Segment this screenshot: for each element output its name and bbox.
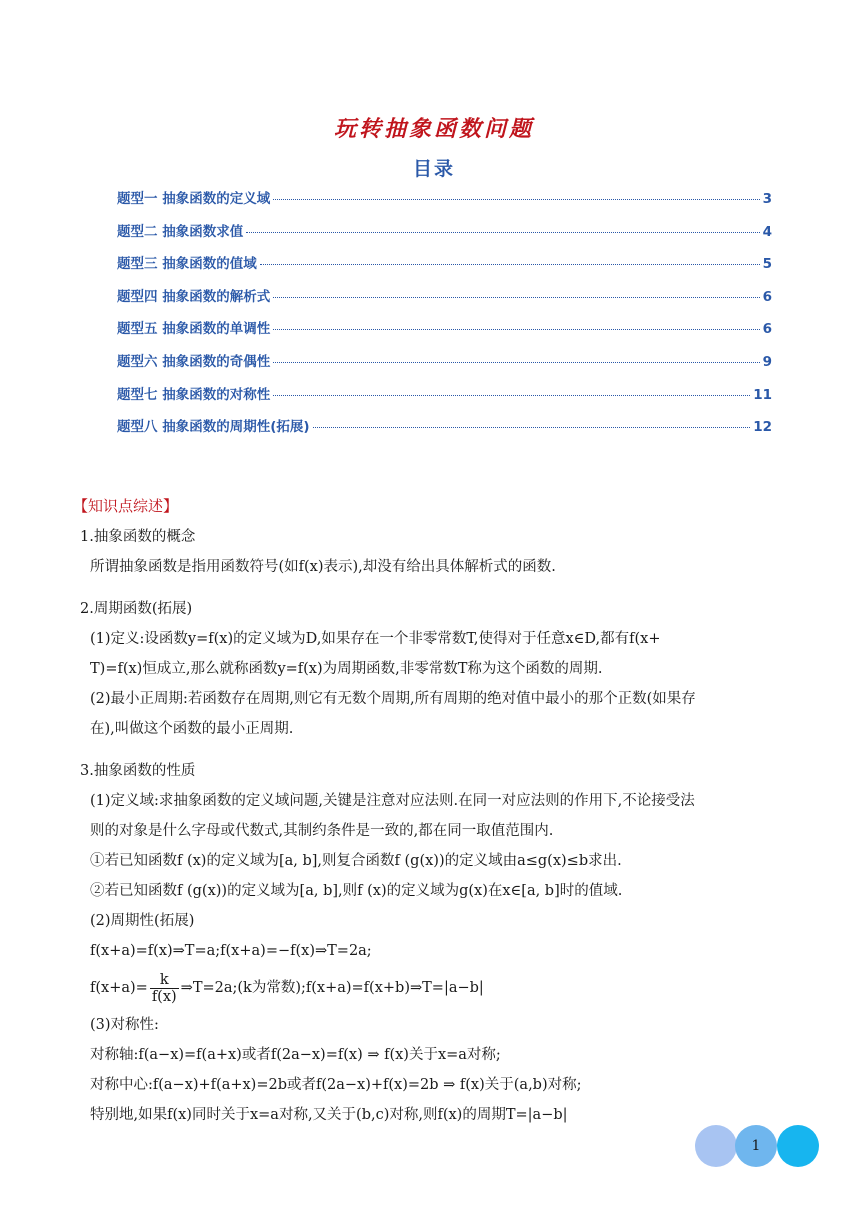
- toc-item-page: 6: [762, 321, 772, 338]
- toc-item-label: 题型五 抽象函数的单调性: [117, 321, 271, 338]
- paragraph: (2)最小正周期:若函数存在周期,则它有无数个周期,所有周期的绝对值中最小的那个正数(如果存: [90, 691, 696, 707]
- toc-leader-dots: [273, 362, 759, 363]
- toc-item[interactable]: [117, 220, 772, 253]
- formula-line: 对称中心:f(a−x)+f(a+x)=2b或者f(2a−x)+f(x)=2b ⇒ f(x)关于(a,b)对称;: [90, 1077, 582, 1093]
- paragraph: (2)周期性(拓展): [90, 913, 195, 929]
- badge-circle: [695, 1125, 737, 1167]
- toc-item[interactable]: [117, 285, 772, 318]
- fraction: [150, 972, 179, 1005]
- toc-item-label: 题型二 抽象函数求值: [117, 223, 244, 240]
- paragraph: (1)定义域:求抽象函数的定义域问题,关键是注意对应法则.在同一对应法则的作用下,不论接受法: [90, 793, 695, 809]
- knowledge-summary: [80, 522, 780, 1130]
- formula-text: f(x+a)=: [90, 980, 148, 996]
- toc-item-label: 题型六 抽象函数的奇偶性: [117, 353, 271, 370]
- toc-heading: 目录: [412, 158, 455, 180]
- toc-item[interactable]: [117, 187, 772, 220]
- paragraph: ②若已知函数f (g(x))的定义域为[a, b],则f (x)的定义域为g(x)在x∈[a, b]时的值域.: [90, 883, 623, 899]
- formula-line: 对称轴:f(a−x)=f(a+x)或者f(2a−x)=f(x) ⇒ f(x)关于x=a对称;: [90, 1047, 501, 1063]
- toc-item[interactable]: [117, 383, 772, 416]
- toc-item-page: 12: [753, 419, 772, 436]
- toc-item-page: 11: [753, 386, 772, 403]
- badge-circle: [777, 1125, 819, 1167]
- section-heading: 3.抽象函数的性质: [80, 763, 196, 779]
- section-heading: 2.周期函数(拓展): [80, 601, 193, 617]
- formula-line: f(x+a)=f(x)⇒T=a;f(x+a)=−f(x)⇒T=2a;: [90, 943, 372, 959]
- paragraph: ①若已知函数f (x)的定义域为[a, b],则复合函数f (g(x))的定义域由a≤g(x)≤b求出.: [90, 853, 622, 869]
- toc-leader-dots: [273, 395, 750, 396]
- toc-leader-dots: [313, 427, 751, 428]
- paragraph: 在),叫做这个函数的最小正周期.: [90, 721, 294, 737]
- toc-item-label: 题型七 抽象函数的对称性: [117, 386, 271, 403]
- toc-item[interactable]: [117, 317, 772, 350]
- toc-leader-dots: [273, 329, 759, 330]
- toc-item-page: 9: [762, 353, 772, 370]
- table-of-contents: [117, 187, 772, 448]
- toc-item[interactable]: [117, 415, 772, 448]
- toc-item-label: 题型三 抽象函数的值域: [117, 256, 257, 273]
- toc-item-page: 4: [762, 223, 772, 240]
- toc-item-label: 题型一 抽象函数的定义域: [117, 191, 271, 207]
- toc-item-page: 3: [762, 191, 772, 207]
- toc-leader-dots: [273, 297, 759, 298]
- paragraph: 所谓抽象函数是指用函数符号(如f(x)表示),却没有给出具体解析式的函数.: [90, 559, 556, 575]
- section-heading: 1.抽象函数的概念: [80, 529, 196, 545]
- section-tag: 【知识点综述】: [73, 497, 179, 515]
- toc-item-label: 题型八 抽象函数的周期性(拓展): [117, 419, 310, 436]
- paragraph: T)=f(x)恒成立,那么就称函数y=f(x)为周期函数,非零常数T称为这个函数的周期.: [90, 661, 603, 677]
- toc-item-label: 题型四 抽象函数的解析式: [117, 288, 271, 305]
- fraction-numerator: k: [150, 972, 179, 989]
- paragraph: (1)定义:设函数y=f(x)的定义域为D,如果存在一个非零常数T,使得对于任意x∈D,都有f(x+: [90, 631, 661, 647]
- toc-item-page: 5: [762, 256, 772, 273]
- toc-item-page: 6: [762, 288, 772, 305]
- toc-leader-dots: [246, 232, 759, 233]
- toc-leader-dots: [260, 264, 760, 265]
- page-number: 1: [751, 1138, 761, 1154]
- formula-line: [90, 966, 780, 1010]
- formula-text: ⇒T=2a;(k为常数);f(x+a)=f(x+b)⇒T=|a−b|: [180, 980, 484, 996]
- fraction-denominator: f(x): [151, 988, 177, 1005]
- toc-item[interactable]: [117, 350, 772, 383]
- toc-leader-dots: [273, 199, 759, 200]
- paragraph: 则的对象是什么字母或代数式,其制约条件是一致的,都在同一取值范围内.: [90, 823, 554, 839]
- formula-line: 特别地,如果f(x)同时关于x=a对称,又关于(b,c)对称,则f(x)的周期T=|a−b|: [90, 1107, 568, 1123]
- toc-item[interactable]: [117, 252, 772, 285]
- paragraph: (3)对称性:: [90, 1017, 159, 1033]
- document-title: 玩转抽象函数问题: [333, 117, 534, 142]
- page-number-badge: [695, 1122, 823, 1168]
